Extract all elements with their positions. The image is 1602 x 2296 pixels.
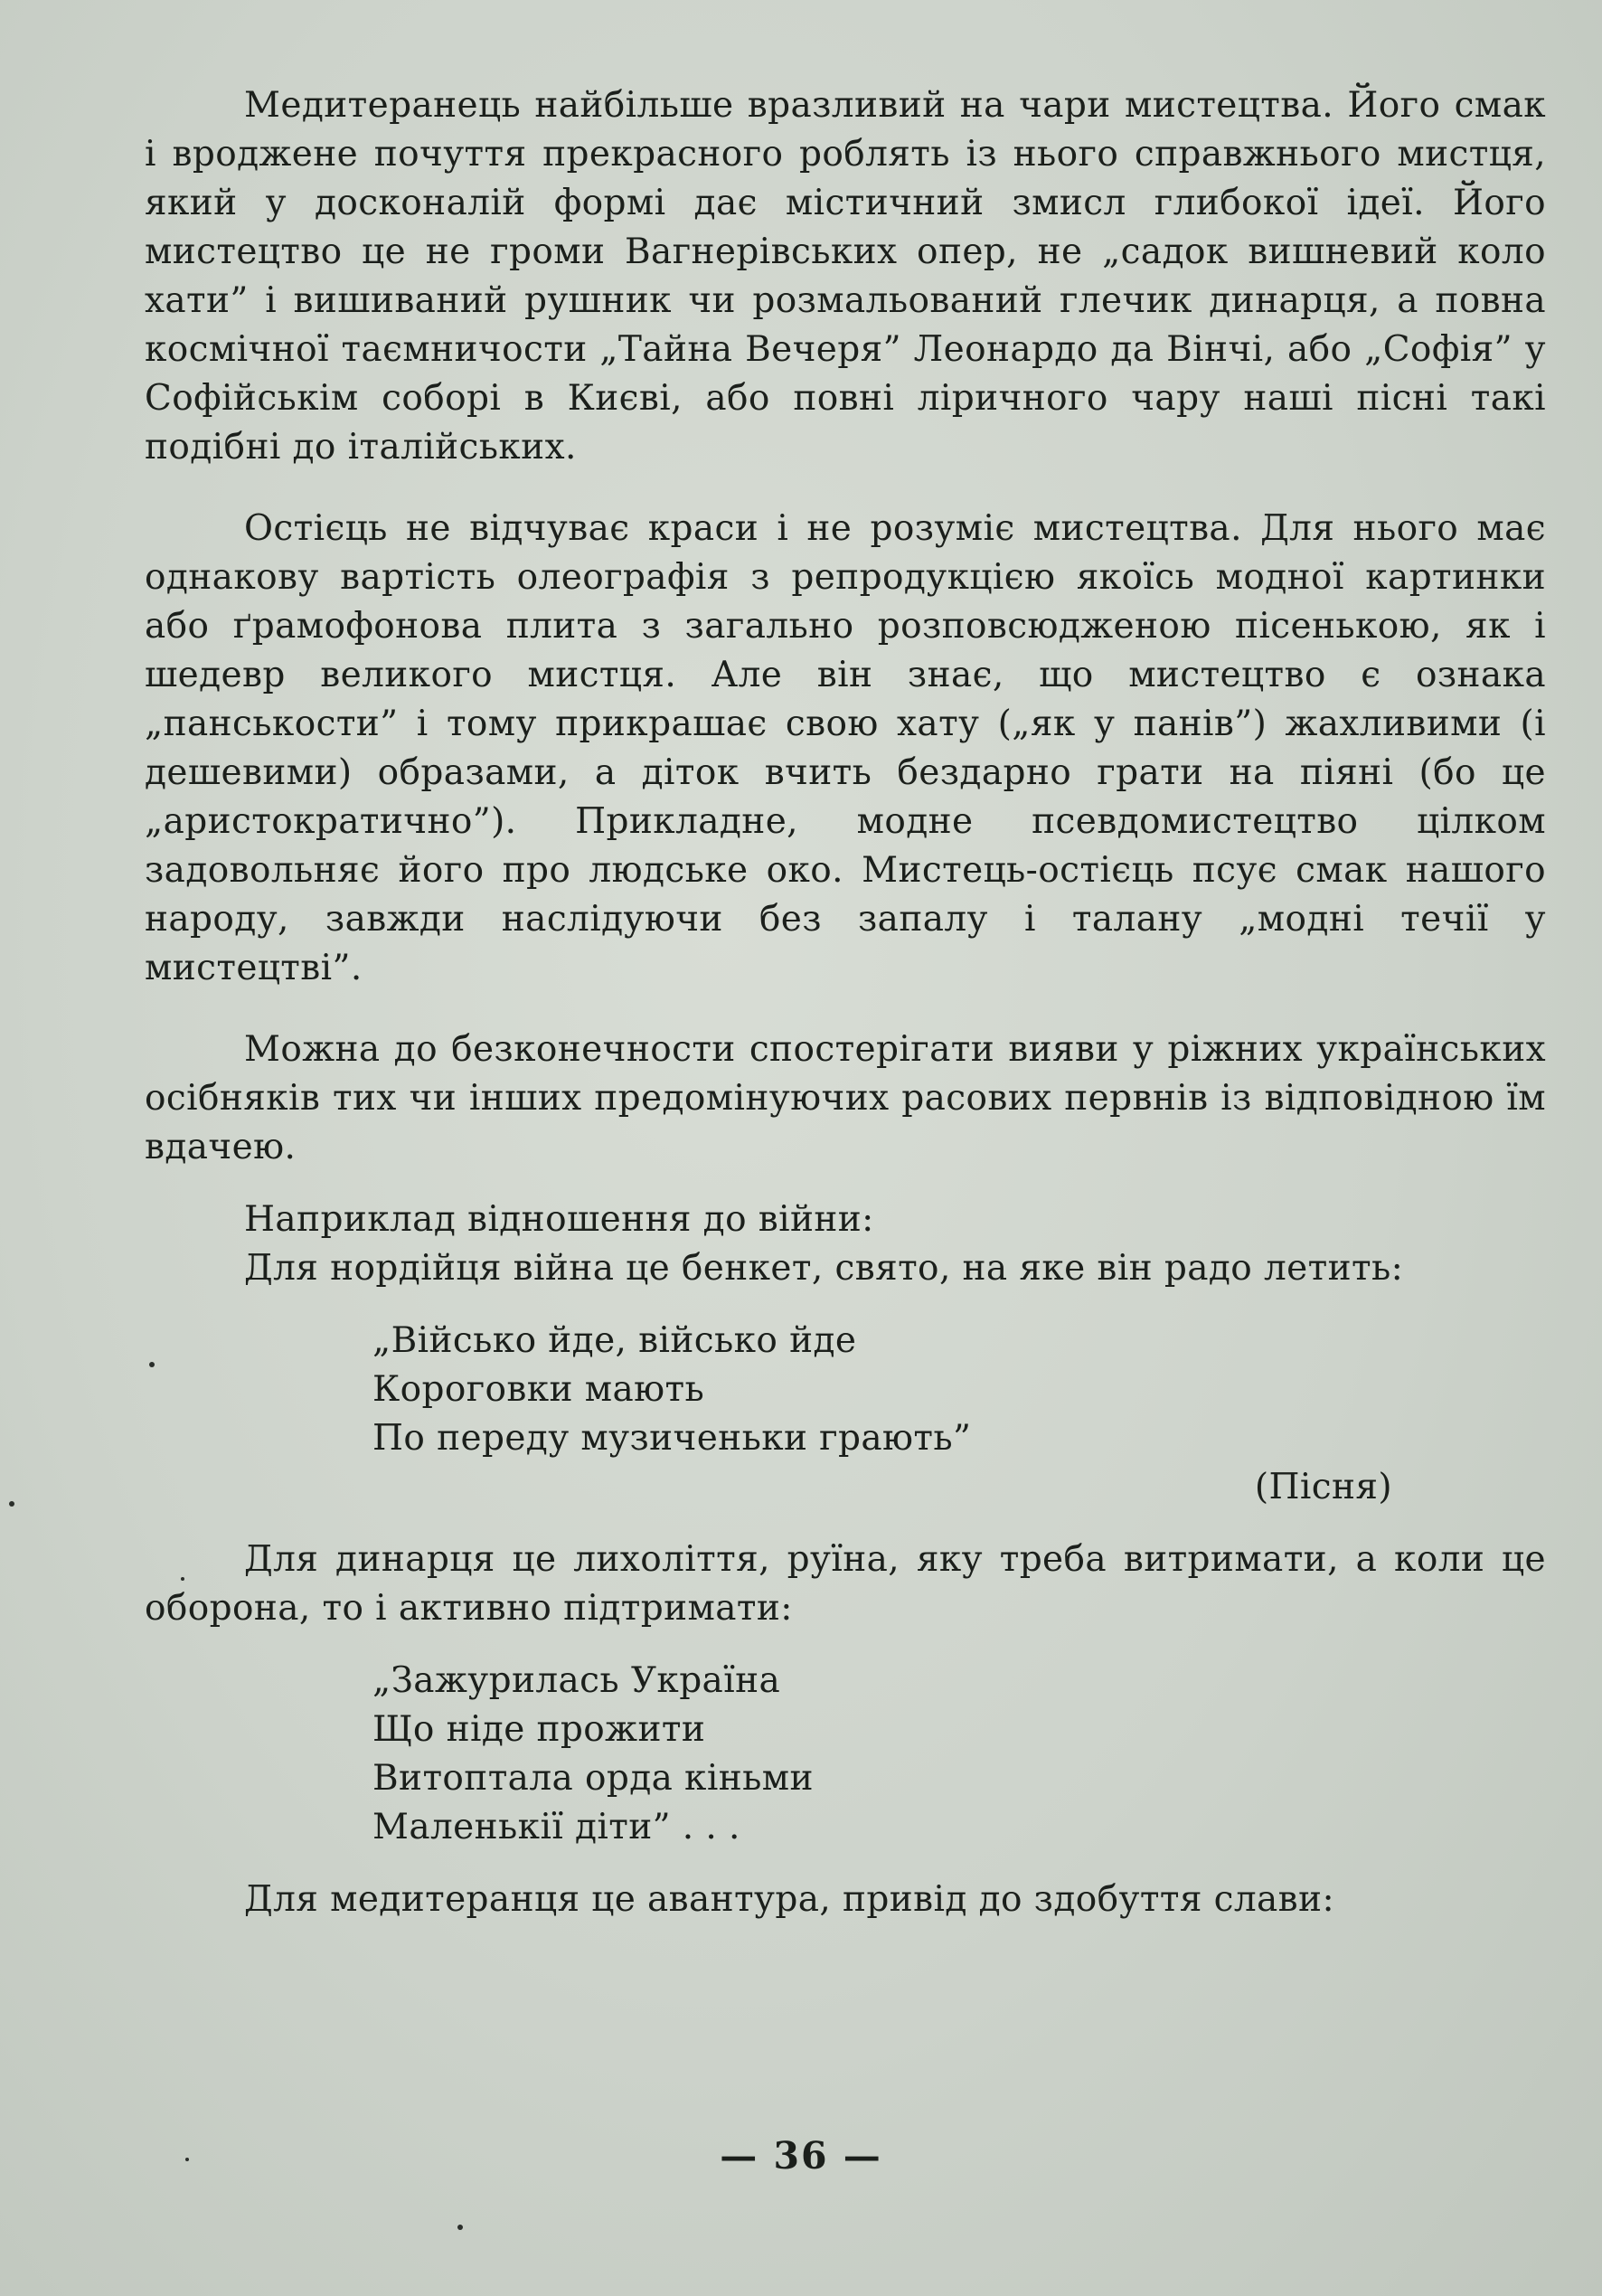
verse-line: Маленькії діти” . . . (372, 1807, 740, 1847)
verse-line: „Зажурилась Україна (372, 1660, 781, 1701)
paragraph-mediterranean-art: Медитеранець найбільше вразливий на чари мистецтва. Його смак і вроджене почуття прекрасного роблять із нього справжнього мистця, який у досконалій формі дає містичний змисл глибокої ідеї. Його мистецтво це не громи Вагнерівських опер, не „садок вишневий коло хати” і вишиваний рушник чи розмальований глечик динарця, а повна космічної таємничости „Тайна Вечеря” Леонардо да Вінчі, або „Софія” у Софійськім соборі в Києві, або повні ліричного чару наші пісні такі подібні до італійських. (145, 85, 1546, 468)
war-intro-line: Наприклад відношення до війни: (244, 1199, 874, 1240)
verse-line: Витоптала орда кіньми (372, 1758, 814, 1799)
song-source-label: (Пісня) (1254, 1467, 1392, 1507)
page-body (145, 81, 1546, 1924)
page-number: — 36 — (720, 2134, 882, 2178)
paragraph-dinaric-war: Для динарця це лихоліття, руїна, яку треба витримати, а коли це оборона, то і активно підтримати: (145, 1539, 1546, 1629)
song-quote-army (372, 1317, 1546, 1463)
verse-line: По переду музиченьки грають” (372, 1418, 972, 1459)
paragraph-racial-traits: Можна до безконечности спостерігати вияви у ріжних українських осібняків тих чи інших предомінуючих расових первнів із відповідною їм вдачею. (145, 1029, 1546, 1167)
ink-speck (181, 1577, 184, 1581)
verse-line: „Військо йде, військо йде (372, 1320, 857, 1361)
ink-speck (185, 2158, 189, 2161)
paragraph-eastern-art: Остієць не відчуває краси і не розуміє мистецтва. Для нього має однакову вартість олеографія з репродукцією якоїсь модної картинки або ґрамофонова плита з загально розповсюдженою пісенькою, як і шедевр великого мистця. Але він знає, що мистецтво є ознака „панськости” і тому прикрашає свою хату („як у панів”) жахливими (і дешевими) образами, а діток вчить бездарно грати на піяні (бо це „аристократично”). Прикладне, модне псевдомистецтво цілком задовольняє його про людське око. Мистець-остієць псує смак нашого народу, завжди наслідуючи без запалу і талану „модні течії у мистецтві”. (145, 508, 1546, 988)
ink-speck (9, 1501, 14, 1507)
song-quote-ukraine (372, 1657, 1546, 1852)
ink-speck (457, 2225, 463, 2230)
paragraph-mediterranean-war: Для медитеранця це авантура, привід до здобуття слави: (244, 1879, 1334, 1920)
ink-speck (149, 1362, 155, 1367)
verse-line: Що ніде прожити (372, 1709, 706, 1750)
verse-line: Короговки мають (372, 1369, 705, 1410)
paragraph-nordic-war: Для нордійця війна це бенкет, свято, на яке він радо летить: (244, 1248, 1404, 1289)
